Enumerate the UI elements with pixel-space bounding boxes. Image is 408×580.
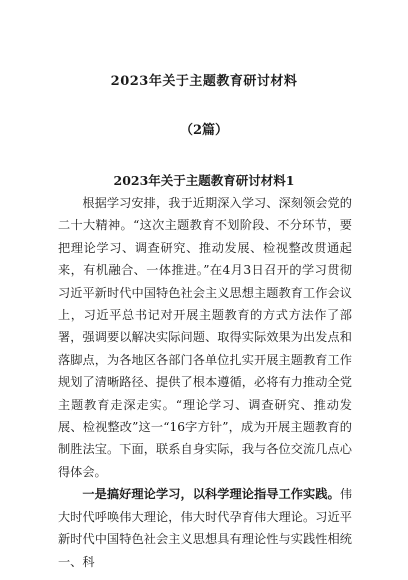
paragraph [58,483,352,573]
paragraph-text: 根据学习安排，我于近期深入学习、深刻领会党的二十大精神。“这次主题教育不划阶段、不分环节，要把理论学习、调查研究、推动发展、检视整改贯通起来，有机融合、一体推进。”在4月3日召开的学习贯彻习近平新时代中国特色社会主义思想主题教育工作会议上，习近平总书记对开展主题教育的方式方法作了部署，强调要以解决实际问题、取得实际效果为出发点和落脚点，为各地区各部门各单位扎实开展主题教育工作规划了清晰路径、提供了根本遵循，必将有力推动全党主题教育走深走实。“理论学习、调查研究、推动发展、检视整改”这一“16字方针”，成为开展主题教育的制胜法宝。下面，联系自身实际，我与各位交流几点心得体会。 [58,196,352,479]
paragraph-lead: 一是搞好理论学习，以科学理论指导工作实践。 [82,487,340,502]
section-title: 2023年关于主题教育研讨材料1 [113,173,295,188]
paragraph-text: 伟大时代呼唤伟大理论，伟大时代孕育伟大理论。习近平新时代中国特色社会主义思想具有理论性与实践性相统一、科 [58,487,352,569]
document-title: 2023年关于主题教育研讨材料 [110,74,298,89]
body-text [58,192,352,573]
paragraph [58,192,352,483]
document-count: （2篇） [179,123,229,138]
